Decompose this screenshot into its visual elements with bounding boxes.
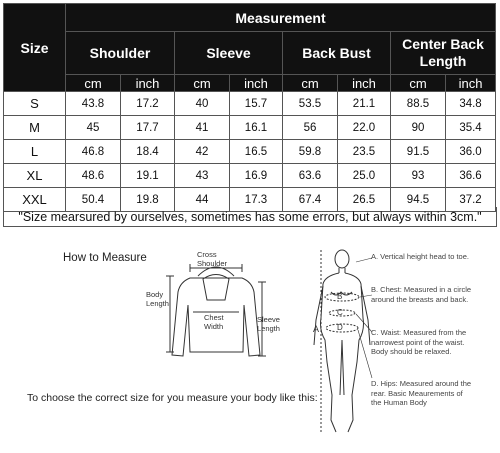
table-row [4,92,496,116]
column-header-back-bust: Back Bust [283,32,391,75]
cross-shoulder-line1: Cross [197,250,217,259]
note-hips: D. Hips: Measured around the rear. Basic Meaurements of the Human Body [371,379,472,407]
marker-b: B [337,292,343,301]
measurement-cell: 22.0 [338,116,391,140]
measurement-cell: 41 [175,116,230,140]
measurement-header: Measurement [66,4,496,32]
measurement-cell: 37.2 [446,188,496,212]
body-length-line1: Body [146,290,164,299]
measurement-cell: 94.5 [391,188,446,212]
chest-width-label [204,313,224,331]
measurement-cell: 46.8 [66,140,121,164]
measurement-cell: 16.1 [230,116,283,140]
sleeve-length-line1: Sleeve [257,315,280,324]
measurement-cell: 35.4 [446,116,496,140]
measurement-cell: 15.7 [230,92,283,116]
measurement-cell: 53.5 [283,92,338,116]
unit-cm: cm [283,75,338,92]
measurement-cell: 59.8 [283,140,338,164]
size-cell: XL [4,164,66,188]
marker-a: A [313,324,320,334]
note-chest: B. Chest: Measured in a circle around the breasts and back. [371,285,472,304]
sleeve-length-label [257,315,280,333]
column-header-sleeve: Sleeve [175,32,283,75]
measurement-cell: 16.9 [230,164,283,188]
body-length-label [146,290,169,308]
marker-d: D [337,323,343,332]
unit-inch: inch [338,75,391,92]
size-cell: XXL [4,188,66,212]
size-chart-table [3,3,496,212]
measurement-cell: 67.4 [283,188,338,212]
measurement-cell: 21.1 [338,92,391,116]
unit-cm: cm [66,75,121,92]
measurement-cell: 91.5 [391,140,446,164]
choose-size-instruction: To choose the correct size for you measure your body like this: [27,392,318,404]
measurement-cell: 40 [175,92,230,116]
how-to-measure-title: How to Measure [63,252,147,264]
size-header: Size [4,4,66,92]
measurement-cell: 19.1 [121,164,175,188]
note-waist: C. Waist: Measured from the narrowest point of the waist. Body should be relaxed. [371,328,467,356]
table-row [4,140,496,164]
measurement-cell: 48.6 [66,164,121,188]
marker-c: C [337,308,343,317]
measurement-cell: 56 [283,116,338,140]
measurement-cell: 90 [391,116,446,140]
body-length-line2: Length [146,299,169,308]
size-cell: S [4,92,66,116]
measurement-cell: 50.4 [66,188,121,212]
measurement-cell: 44 [175,188,230,212]
measurement-cell: 18.4 [121,140,175,164]
column-header-center-back-length: Center Back Length [391,32,496,75]
measurement-cell: 17.2 [121,92,175,116]
sleeve-length-line2: Length [257,324,280,333]
size-disclaimer-note: "Size mearsured by ourselves, sometimes has some errors, but always within 3cm." [3,207,497,227]
table-row [4,164,496,188]
size-table-body [4,92,496,212]
measurement-cell: 63.6 [283,164,338,188]
measurement-cell: 36.0 [446,140,496,164]
measurement-cell: 25.0 [338,164,391,188]
measurement-cell: 17.3 [230,188,283,212]
measurement-cell: 16.5 [230,140,283,164]
chest-width-line2: Width [204,322,224,331]
measurement-cell: 17.7 [121,116,175,140]
measurement-cell: 43 [175,164,230,188]
unit-inch: inch [230,75,283,92]
unit-inch: inch [446,75,496,92]
unit-cm: cm [391,75,446,92]
measurement-cell: 43.8 [66,92,121,116]
measurement-cell: 19.8 [121,188,175,212]
size-cell: M [4,116,66,140]
measurement-cell: 88.5 [391,92,446,116]
measurement-cell: 42 [175,140,230,164]
measurement-cell: 36.6 [446,164,496,188]
unit-cm: cm [175,75,230,92]
measurement-cell: 34.8 [446,92,496,116]
cross-shoulder-line2: Shoulder [197,259,228,268]
chest-width-line1: Chest [204,313,224,322]
unit-inch: inch [121,75,175,92]
size-cell: L [4,140,66,164]
measurement-cell: 23.5 [338,140,391,164]
measurement-cell: 45 [66,116,121,140]
note-height: A. Vertical height head to toe. [371,252,469,261]
column-header-shoulder: Shoulder [66,32,175,75]
measurement-cell: 93 [391,164,446,188]
cross-shoulder-label [197,250,227,268]
measurement-cell: 26.5 [338,188,391,212]
table-row [4,116,496,140]
